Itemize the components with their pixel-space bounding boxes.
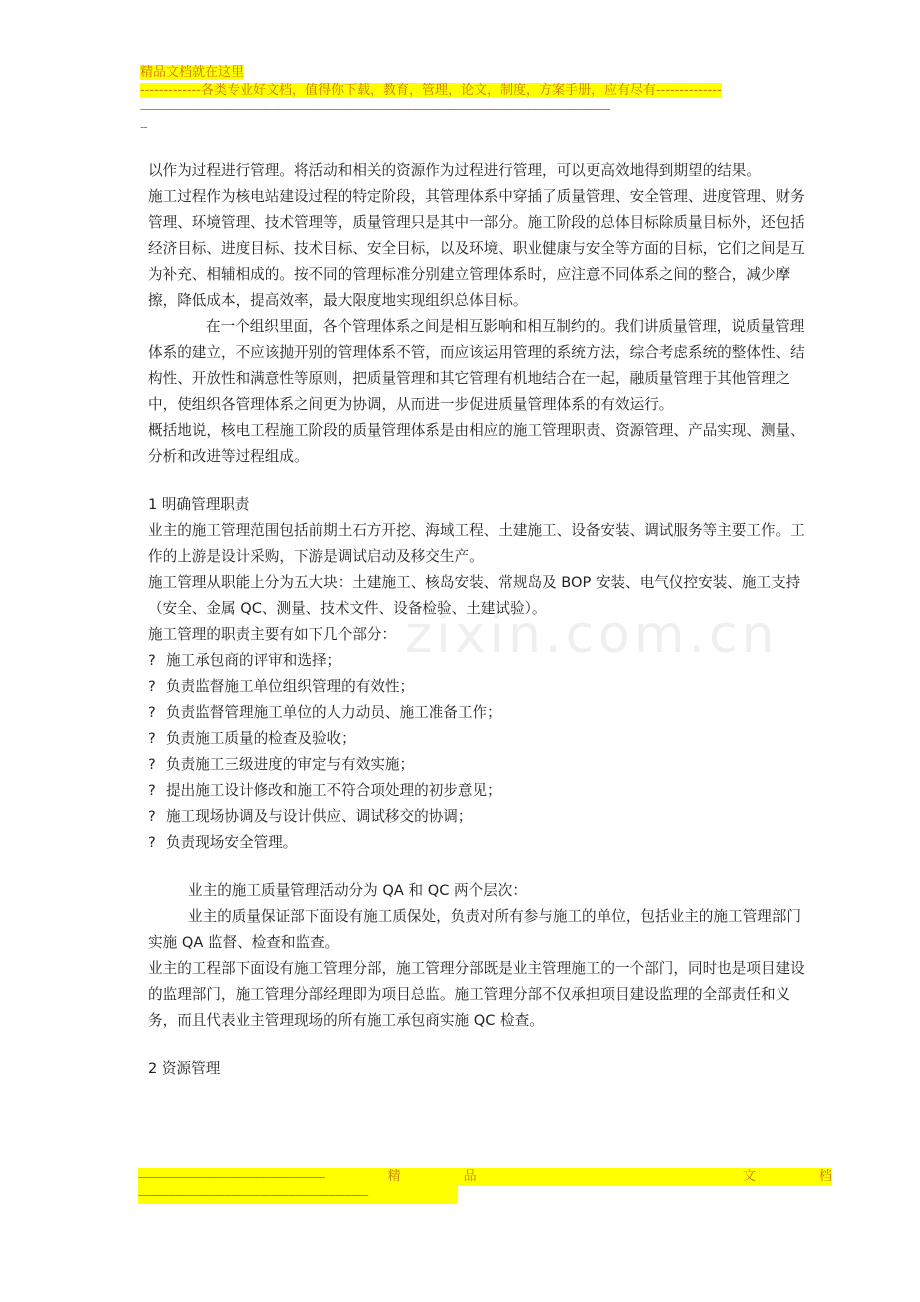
paragraph: 施工过程作为核电站建设过程的特定阶段，其管理体系中穿插了质量管理、安全管理、进度管理、财务管理、环境管理、技术管理等，质量管理只是其中一部分。施工阶段的总体目标除质量目标外，还包括经济目标、进度目标、技术目标、安全目标，以及环境、职业健康与安全等方面的目标，它们之间是互为补充、相辅相成的。按不同的管理标准分别建立管理体系时，应注意不同体系之间的整合，减少摩擦，降低成本，提高效率，最大限度地实现组织总体目标。: [148, 188, 805, 309]
paragraph: 以作为过程进行管理。将活动和相关的资源作为过程进行管理，可以更高效地得到期望的结果。: [148, 162, 761, 179]
header-divider: ---------------------------------------------------------------------------------------------------------------------------------------------: [140, 102, 610, 116]
paragraph: 业主的施工质量管理活动分为 QA 和 QC 两个层次：: [188, 882, 527, 899]
bullet-mark: ?: [148, 730, 156, 747]
paragraph: 业主的工程部下面设有施工管理分部，施工管理分部既是业主管理施工的一个部门，同时也是项目建设的监理部门，施工管理分部经理即为项目总监。施工管理分部不仅承担项目建设监理的全部责任和义务，而且代表业主管理现场的所有施工承包商实施 QC 检查。: [148, 960, 805, 1029]
header-divider-tail: --: [140, 120, 147, 134]
footer-char: 品: [463, 1169, 477, 1184]
list-item: ? 提出施工设计修改和施工不符合项处理的初步意见；: [148, 778, 808, 804]
section-heading: 1 明确管理职责: [148, 496, 250, 513]
footer-char: 文: [742, 1169, 756, 1184]
paragraph: 概括地说，核电工程施工阶段的质量管理体系是由相应的施工管理职责、资源管理、产品实现、测量、分析和改进等过程组成。: [148, 422, 805, 465]
list-item: ? 负责监督施工单位组织管理的有效性；: [148, 674, 808, 700]
list-item: ? 负责施工三级进度的审定与有效实施；: [148, 752, 808, 778]
footer-banner: [138, 1168, 832, 1186]
spacer: [148, 1034, 808, 1056]
paragraph: 施工管理的职责主要有如下几个部分：: [148, 626, 397, 643]
list-item: ? 施工现场协调及与设计供应、调试移交的协调；: [148, 804, 808, 830]
bullet-mark: ?: [148, 652, 156, 669]
header-slogan: -------------各类专业好文档，值得你下载，教育，管理，论文，制度，方案手册，应有尽有--------------: [140, 83, 722, 98]
section-heading: 2 资源管理: [148, 1060, 221, 1077]
paragraph: 施工管理从职能上分为五大块：土建施工、核岛安装、常规岛及 BOP 安装、电气仪控安装、施工支持（安全、金属 QC、测量、技术文件、设备检验、土建试验）。: [148, 574, 801, 617]
document-body: [148, 158, 808, 1082]
bullet-mark: ?: [148, 834, 156, 851]
list-item: ? 施工承包商的评审和选择；: [148, 648, 808, 674]
spacer: [148, 856, 808, 878]
list-item: ? 负责现场安全管理。: [148, 830, 808, 856]
watermark: zixin.com.cn: [405, 605, 779, 665]
bullet-mark: ?: [148, 808, 156, 825]
page-footer: [138, 1168, 832, 1204]
bullet-mark: ?: [148, 678, 156, 695]
bullet-mark: ?: [148, 782, 156, 799]
paragraph: 在一个组织里面，各个管理体系之间是相互影响和相互制约的。我们讲质量管理，说质量管理体系的建立，不应该抛开别的管理体系不管，而应该运用管理的系统方法，综合考虑系统的整体性、结构性、开放性和满意性等原则，把质量管理和其它管理有机地结合在一起，融质量管理于其他管理之中，使组织各管理体系之间更为协调，从而进一步促进质量管理体系的有效运行。: [148, 318, 805, 413]
paragraph: 业主的施工管理范围包括前期土石方开挖、海域工程、土建施工、设备安装、调试服务等主要工作。工作的上游是设计采购，下游是调试启动及移交生产。: [148, 522, 805, 565]
list-item: ? 负责监督管理施工单位的人力动员、施工准备工作；: [148, 700, 808, 726]
list-item: ? 负责施工质量的检查及验收；: [148, 726, 808, 752]
footer-char: 精: [387, 1169, 401, 1184]
footer-divider: ---------------------------------------------------------------------: [138, 1186, 458, 1204]
footer-char: 档: [818, 1169, 832, 1184]
footer-gap: [540, 1168, 680, 1186]
bullet-mark: ?: [148, 704, 156, 721]
spacer: [148, 470, 808, 492]
footer-dashes: --------------------------------------------------------: [138, 1170, 325, 1184]
header-title: 精品文档就在这里: [140, 65, 245, 80]
paragraph: 业主的质量保证部下面设有施工质保处，负责对所有参与施工的单位，包括业主的施工管理部门实施 QA 监督、检查和监查。: [148, 908, 801, 951]
bullet-mark: ?: [148, 756, 156, 773]
page-header: [140, 64, 800, 136]
